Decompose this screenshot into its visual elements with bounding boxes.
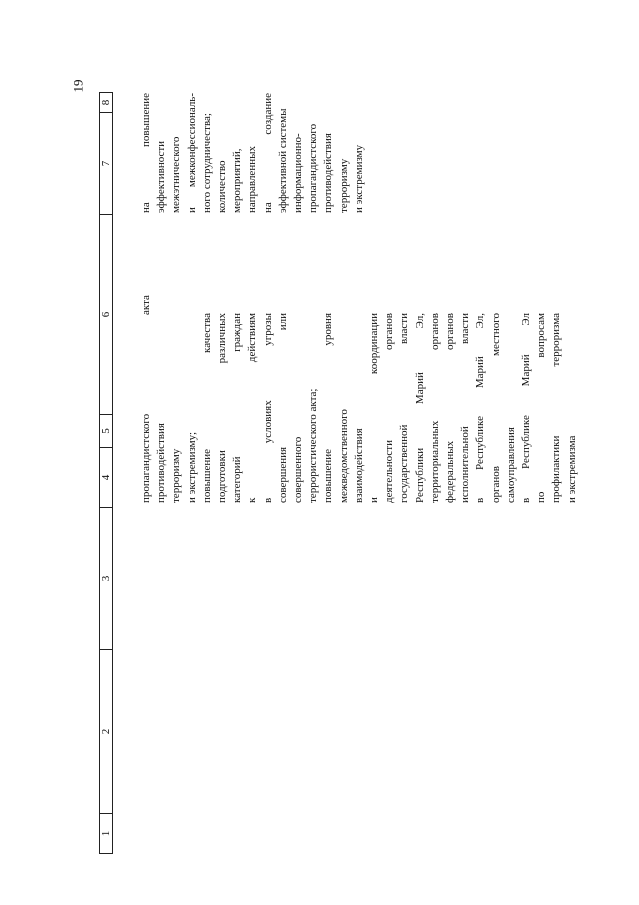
- col8-word: и: [185, 207, 198, 213]
- col6-word: власти: [398, 313, 411, 344]
- col8-word: создание: [261, 93, 274, 135]
- col6-line: пропагандистского: [140, 413, 152, 503]
- col6-word: различных: [216, 313, 228, 364]
- col-header-8: 8: [100, 93, 113, 113]
- col8-line: [140, 93, 152, 213]
- col6-word: повышение: [322, 449, 335, 503]
- col6-word: органов: [428, 313, 441, 350]
- col6-word: исполнительной: [459, 426, 472, 503]
- col6-line: [535, 313, 547, 503]
- col6-line: [414, 313, 426, 503]
- col6-line: взаимодействия: [352, 428, 365, 503]
- col8-line: направленных: [246, 146, 259, 213]
- col6-word: Марий: [520, 354, 532, 387]
- col-header-2: 2: [100, 650, 113, 814]
- col6-word: в: [520, 497, 532, 503]
- col-header-5: 5: [100, 415, 113, 448]
- col6-word: к: [246, 497, 259, 503]
- col8-word: на: [261, 202, 274, 213]
- col6-word: Эл: [520, 313, 532, 326]
- col6-word: Марий: [413, 372, 426, 405]
- col-header-6: 6: [100, 215, 113, 415]
- col6-line: [550, 313, 562, 503]
- col6-word: действиям: [246, 313, 259, 363]
- col6-word: деятельности: [383, 440, 396, 503]
- col6-word: категорий: [231, 456, 244, 503]
- col6-line: [520, 313, 532, 503]
- col8-line: информационно-: [292, 133, 304, 213]
- col6-line: [459, 313, 471, 503]
- page-number: 19: [70, 79, 86, 93]
- col6-first-line-tail: акта: [140, 295, 152, 315]
- col6-word: Республики: [413, 447, 426, 503]
- col8-line: ного сотрудничества;: [200, 113, 213, 213]
- col-header-7: 7: [100, 113, 113, 215]
- col8-line: эффективности: [155, 140, 168, 213]
- col8-line: терроризму: [337, 158, 350, 213]
- col6-line: совершенного: [292, 436, 304, 503]
- col6-word: в: [474, 497, 487, 503]
- plan-table: [99, 92, 113, 854]
- col6-word: местного: [489, 313, 502, 356]
- col6-line: самоуправления: [504, 427, 517, 503]
- col8-line: количество: [216, 160, 228, 213]
- col6-word: профилактики: [550, 435, 563, 503]
- col6-word: повышение: [200, 449, 213, 503]
- col8-word: межконфессиональ-: [185, 93, 198, 188]
- col6-word: условиях: [261, 400, 274, 444]
- col8-line: пропагандистского: [307, 123, 320, 213]
- col6-line: и экстремизму;: [185, 431, 198, 503]
- col6-word: совершения: [276, 446, 289, 503]
- col6-word: терроризма: [550, 313, 563, 367]
- col6-word: качества: [200, 313, 213, 353]
- col6-word: государственной: [398, 424, 411, 503]
- col6-line: [490, 313, 502, 503]
- col8-line: мероприятий,: [231, 148, 244, 213]
- col8-line: эффективной системы: [276, 108, 289, 213]
- col8-line: [186, 93, 198, 213]
- col-header-4: 4: [100, 448, 113, 508]
- col-header-1: 1: [100, 814, 113, 854]
- col6-word: в: [261, 497, 274, 503]
- col-header-3: 3: [100, 508, 113, 650]
- col6-line: противодействия: [155, 423, 168, 503]
- col8-line: [262, 93, 274, 213]
- col6-word: органов: [489, 466, 502, 503]
- col6-word: или: [276, 313, 289, 331]
- col6-word: органов: [383, 313, 396, 350]
- col6-word: Республике: [474, 416, 487, 470]
- col6-word: федеральных: [444, 440, 456, 503]
- col6-line: [383, 313, 395, 503]
- col6-line: [429, 313, 441, 503]
- col6-line: терроризму: [170, 448, 183, 503]
- col6-word: Марий: [474, 356, 487, 389]
- col6-word: подготовки: [216, 450, 228, 503]
- col6-word: по: [535, 491, 548, 503]
- col6-line: [444, 313, 456, 503]
- col6-word: граждан: [231, 313, 244, 352]
- col6-word: вопросам: [535, 313, 548, 358]
- col8-line: противодействия: [322, 133, 335, 213]
- col8-line: и экстремизму: [352, 144, 365, 213]
- col6-line: [474, 313, 486, 503]
- col6-word: Республике: [520, 415, 532, 470]
- col6-line: и экстремизма: [565, 435, 578, 503]
- col6-word: территориальных: [428, 420, 441, 503]
- col6-line: межведомственного: [337, 409, 350, 503]
- col8-word: повышение: [140, 93, 152, 147]
- col6-word: и: [368, 497, 380, 503]
- column-number-row: [100, 93, 113, 854]
- col6-word: Эл,: [413, 313, 426, 329]
- col6-word: Эл,: [474, 313, 487, 329]
- col6-word: власти: [459, 313, 472, 344]
- col8-word: на: [140, 202, 152, 213]
- col6-word: органов: [444, 313, 456, 350]
- col6-line: [398, 313, 410, 503]
- col6-line: террористического акта;: [307, 388, 320, 503]
- col6-word: уровня: [322, 313, 335, 346]
- col8-line: межэтнического: [170, 136, 183, 213]
- col6-word: координации: [368, 313, 380, 375]
- col6-word: угрозы: [261, 313, 274, 346]
- column-8-text: [140, 93, 380, 343]
